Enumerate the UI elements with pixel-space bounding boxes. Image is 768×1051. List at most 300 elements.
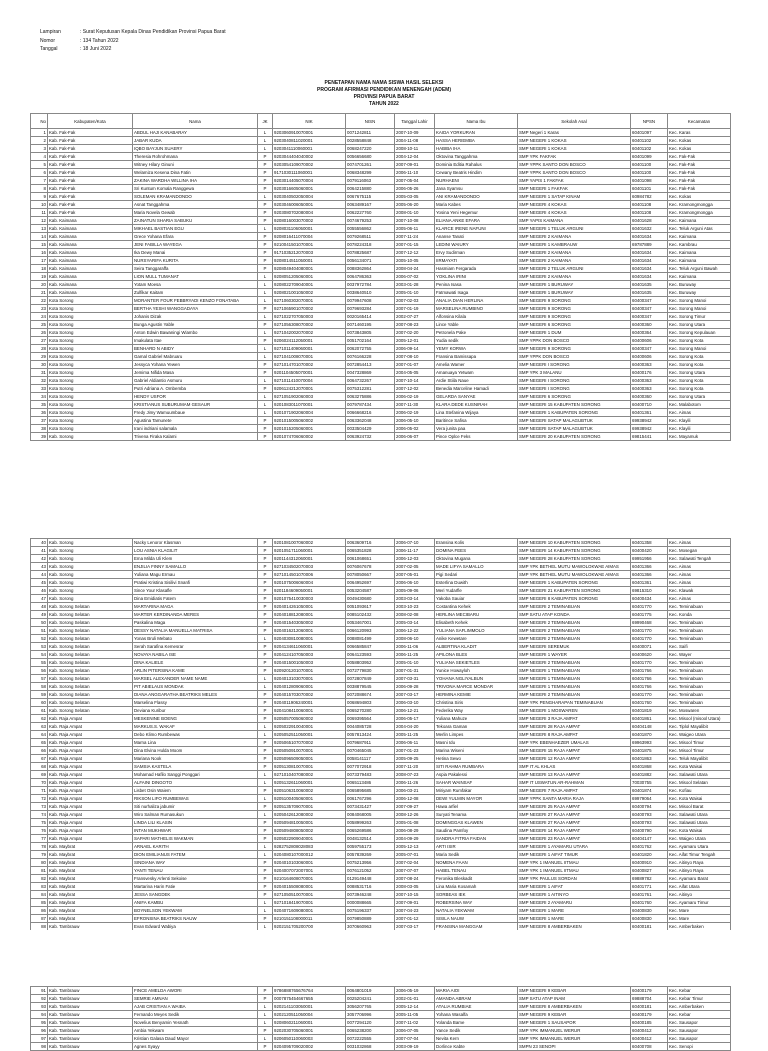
cell-no: 13 <box>31 225 48 233</box>
cell-sekolah-asal: SMP NEGERI 14 RAJA AMPAT <box>518 827 631 835</box>
cell-nama-ibu: Penina Isasa <box>435 281 518 289</box>
cell-kabupaten: Kab. Sorong Selatan <box>48 667 133 675</box>
cell-jk: P <box>258 177 273 185</box>
cell-sekolah-asal: SMP NEGERI 1 SAUSAPOR <box>518 1019 631 1027</box>
cell-kabupaten: Kab. Maybrat <box>48 859 133 867</box>
cell-jk: P <box>258 987 273 995</box>
cell-nisn: 0078825687 <box>346 249 395 257</box>
cell-nik: 9206124212070001 <box>273 385 346 393</box>
cell-nik: 9208021001050002 <box>273 289 346 297</box>
cell-npsn: 60401770 <box>631 603 668 611</box>
cell-kabupaten: Kab. Raja Ampat <box>48 747 133 755</box>
cell-jk: P <box>258 433 273 441</box>
cell-kecamatan: Kec. Waigeo Utara <box>668 835 731 843</box>
cell-no: 27 <box>31 337 48 345</box>
cell-nik: 9210151108000011 <box>273 915 346 923</box>
document-page-3 <box>0 930 768 1049</box>
cell-nama-ibu: ANALIA DIAN HERLINA <box>435 297 518 305</box>
cell-kecamatan: Kec. Aimas <box>668 563 731 571</box>
table-row <box>31 619 731 627</box>
cell-kabupaten: Kota Sorong <box>48 409 133 417</box>
cell-nama-ibu: Amelia Wamer <box>435 361 518 369</box>
cell-no: 6 <box>31 169 48 177</box>
cell-kecamatan: Kec. Kokas <box>668 137 731 145</box>
cell-nama: ENJILIA FINNY SAMALLO <box>133 563 258 571</box>
cell-jk: P <box>258 547 273 555</box>
cell-npsn: 60400347 <box>631 313 668 321</box>
cell-jk: P <box>258 875 273 883</box>
cell-kabupaten: Kab. Raja Ampat <box>48 795 133 803</box>
cell-tanggal-lahir: 2006-11-17 <box>395 547 435 555</box>
cell-jk: L <box>258 907 273 915</box>
cell-nisn: 0044085728 <box>346 723 395 731</box>
cell-kecamatan: Kec. Kota Waisai <box>668 827 731 835</box>
table-row <box>31 683 731 691</box>
cell-sekolah-asal: SMP NEGERI 1 TELUK ARGUNI <box>518 225 631 233</box>
cell-kecamatan: Kec. Sorong Manoi <box>668 305 731 313</box>
cell-nik: 9171035212070003 <box>273 249 346 257</box>
column-header-nisn: NISN <box>346 114 395 129</box>
cell-npsn: 60401108 <box>631 201 668 209</box>
table-row <box>31 209 731 217</box>
cell-npsn: 69938942 <box>631 417 668 425</box>
cell-no: 42 <box>31 555 48 563</box>
cell-nik: 9208060211060001 <box>273 1019 346 1027</box>
table-row <box>31 305 731 313</box>
table-row <box>31 723 731 731</box>
column-header-nama: Nama <box>133 114 258 129</box>
cell-nama: Debo Klimo Rumbewas <box>133 731 258 739</box>
cell-nik: 9204071609080001 <box>273 907 346 915</box>
cell-nik: 9271042002070002 <box>273 329 346 337</box>
cell-nama: ARNAEL KARITH <box>133 843 258 851</box>
cell-nisn: 0073946248 <box>346 891 395 899</box>
table-row <box>31 811 731 819</box>
table-row <box>31 603 731 611</box>
cell-nisn: 0072779830 <box>346 667 395 675</box>
table-row <box>31 763 731 771</box>
cell-sekolah-asal: SMP YPPK SANTO DON BOSCO <box>518 161 631 169</box>
cell-tanggal-lahir: 2007-05-04 <box>395 177 435 185</box>
cell-nama-ibu: ANI KRAMANDONDO <box>435 193 518 201</box>
cell-tanggal-lahir: 2007-07-04 <box>395 1035 435 1043</box>
cell-nama: Irani indriani salamala <box>133 425 258 433</box>
cell-no: 88 <box>31 923 48 931</box>
cell-nik: 9202030705060001 <box>273 1027 346 1035</box>
cell-npsn: 60400181 <box>631 1003 668 1011</box>
cell-kabupaten: Kota Sorong <box>48 385 133 393</box>
cell-no: 43 <box>31 563 48 571</box>
cell-nisn: 0000088665 <box>346 899 395 907</box>
cell-kabupaten: Kab. Kaimana <box>48 257 133 265</box>
cell-kecamatan: Kec. Teminabuan <box>668 683 731 691</box>
cell-no: 52 <box>31 635 48 643</box>
cell-nama: Yonas Bruli Mebato <box>133 635 258 643</box>
cell-nisn: 0077072918 <box>346 763 395 771</box>
cell-sekolah-asal: SMP YPK FAKFAK <box>518 153 631 161</box>
cell-nama-ibu: Masni Idu <box>435 739 518 747</box>
cell-nik: 9201015205060001 <box>273 425 346 433</box>
cell-jk: L <box>258 923 273 931</box>
cell-no: 92 <box>31 995 48 1003</box>
cell-nik: 9210041501070001 <box>273 241 346 249</box>
cell-npsn: 60400827 <box>631 867 668 875</box>
cell-nama: ZAINATUN SHARIA SABUKU <box>133 217 258 225</box>
cell-tanggal-lahir: 2006-02-19 <box>395 409 435 417</box>
cell-npsn: 60400620 <box>631 651 668 659</box>
cell-kecamatan: Kec. Sausapor <box>668 1035 731 1043</box>
cell-tanggal-lahir: 2004-11-08 <box>395 137 435 145</box>
cell-nama: Marna Lina <box>133 739 258 747</box>
cell-tanggal-lahir: 2006-07-10 <box>395 539 435 547</box>
table-row <box>31 225 731 233</box>
table-header-row <box>31 114 731 129</box>
cell-kabupaten: Kota Sorong <box>48 401 133 409</box>
cell-kecamatan: Kec. Kebar <box>668 1011 731 1019</box>
cell-nik: 9201074706060002 <box>273 433 346 441</box>
cell-kecamatan: Kec. Misool (misool Utara) <box>668 715 731 723</box>
table-row <box>31 401 731 409</box>
cell-kecamatan: Kec. Misool Barat <box>668 803 731 811</box>
cell-nama-ibu: AMANDA ABRAM <box>435 995 518 1003</box>
cell-tanggal-lahir: 2005-12-01 <box>395 337 435 345</box>
cell-nama: BOYNELSON YEKWAM <box>133 907 258 915</box>
cell-sekolah-asal: SMP NEGERI 2 KAIMANA <box>518 273 631 281</box>
cell-no: 53 <box>31 643 48 651</box>
cell-kabupaten: Kab. Tambrauw <box>48 995 133 1003</box>
cell-npsn: 60401102 <box>631 145 668 153</box>
cell-sekolah-asal: SMP YPK BETHEL MUTU MAWOLOKWAE AIMAS <box>518 571 631 579</box>
cell-nik: 9201081007060002 <box>273 539 346 547</box>
cell-nisn: 0074679253 <box>346 217 395 225</box>
cell-nama: MARTARINA MAGA <box>133 603 258 611</box>
cell-sekolah-asal: SMP NEGERI 8 AMBERBAKEN <box>518 1003 631 1011</box>
cell-jk: L <box>258 675 273 683</box>
cell-nama: MARTER KERDINANDA MERES <box>133 611 258 619</box>
cell-sekolah-asal: SMP NEGERI 1 AITINYO <box>518 891 631 899</box>
cell-npsn: 60401761 <box>631 891 668 899</box>
cell-no: 91 <box>31 987 48 995</box>
cell-nama-ibu: Ardie Stiila Naue <box>435 377 518 385</box>
cell-npsn: 60401760 <box>631 699 668 707</box>
cell-nama: Kristian Galasa Daud Mayor <box>133 1035 258 1043</box>
cell-kecamatan: Kec. Teluk Arguni Atas <box>668 225 731 233</box>
table-row <box>31 185 731 193</box>
cell-jk: P <box>258 859 273 867</box>
cell-no: 33 <box>31 385 48 393</box>
cell-npsn: 60401861 <box>631 715 668 723</box>
student-table-page-1 <box>30 113 731 441</box>
column-header-jk: JK <box>258 114 273 129</box>
cell-nik: 9271018419070001 <box>273 899 346 907</box>
cell-jk: P <box>258 915 273 923</box>
cell-no: 83 <box>31 883 48 891</box>
cell-kabupaten: Kab. Maybrat <box>48 899 133 907</box>
cell-jk: L <box>258 635 273 643</box>
cell-kecamatan: Kec. Sorong Kota <box>668 361 731 369</box>
table-row <box>31 177 731 185</box>
cell-nik: 0007875454667655 <box>273 995 346 1003</box>
cell-nisn: 0071242811 <box>346 129 395 137</box>
cell-kabupaten: Kab. Raja Ampat <box>48 739 133 747</box>
cell-kabupaten: Kota Sorong <box>48 321 133 329</box>
cell-nama-ibu: Yance Sedik <box>435 1027 518 1035</box>
cell-jk: L <box>258 329 273 337</box>
cell-nama: Agustina Tamunete <box>133 417 258 425</box>
cell-nik: 9203016605060001 <box>273 185 346 193</box>
table-row <box>31 787 731 795</box>
cell-nik: 9271011409060001 <box>273 345 346 353</box>
cell-jk: P <box>258 555 273 563</box>
cell-kabupaten: Kota Sorong <box>48 337 133 345</box>
cell-npsn: 60401100 <box>631 161 668 169</box>
cell-nik: 9203014405070004 <box>273 177 346 185</box>
cell-npsn: 60401634 <box>631 265 668 273</box>
table-row <box>31 273 731 281</box>
cell-sekolah-asal: SMP NEGERI 1 KOKAS <box>518 137 631 145</box>
cell-sekolah-asal: SMP NEGERI 2 TEMINABUAN <box>518 635 631 643</box>
cell-jk: P <box>258 201 273 209</box>
cell-sekolah-asal: SMP NEGERI 9 SORONG <box>518 297 631 305</box>
cell-nama-ibu: Baritince Safisa <box>435 417 518 425</box>
cell-sekolah-asal: SMP NEGERI 1 FAKFAK <box>518 185 631 193</box>
lampiran-label: Lampiran <box>40 29 61 35</box>
cell-no: 70 <box>31 779 48 787</box>
cell-kabupaten: Kota Sorong <box>48 329 133 337</box>
cell-sekolah-asal: SMP NEGERI 2 TEMINABUAN <box>518 691 631 699</box>
cell-npsn: 60400181 <box>631 923 668 931</box>
cell-sekolah-asal: SMP YPK EBENHAEZER UMALAS <box>518 739 631 747</box>
cell-tanggal-lahir: 2007-11-24 <box>395 233 435 241</box>
cell-kecamatan: Kec. Kebar <box>668 987 731 995</box>
cell-nik: 9202120511050004 <box>273 1011 346 1019</box>
cell-nama: SINDIANA WAY <box>133 859 258 867</box>
cell-tanggal-lahir: 2006-12-22 <box>395 627 435 635</box>
cell-kecamatan: Kec. Teminabuan <box>668 627 731 635</box>
table-row <box>31 635 731 643</box>
cell-nama-ibu: Elisabeth Kehek <box>435 619 518 627</box>
table-row <box>31 875 731 883</box>
cell-no: 59 <box>31 691 48 699</box>
cell-sekolah-asal: SMP NEGERI 15 KABUPATEN SORONG <box>518 401 631 409</box>
cell-sekolah-asal: SMP NEGERI 9 SORONG <box>518 305 631 313</box>
cell-kabupaten: Kab. Fak-Fak <box>48 137 133 145</box>
cell-no: 22 <box>31 297 48 305</box>
cell-npsn: 60401101 <box>631 185 668 193</box>
cell-tanggal-lahir: 2007-09-01 <box>395 161 435 169</box>
cell-jk: P <box>258 611 273 619</box>
cell-nama-ibu: YULIANA SEKIETLES <box>435 659 518 667</box>
cell-nama-ibu: HERLINA MECIBARU <box>435 611 518 619</box>
cell-nisn: 3070660963 <box>346 923 395 931</box>
cell-nik: 9202141103050001 <box>273 1003 346 1011</box>
cell-npsn: 69979064 <box>631 795 668 803</box>
cell-tanggal-lahir: 2005-07-01 <box>395 851 435 859</box>
table-row <box>31 739 731 747</box>
cell-kabupaten: Kab. Sorong Selatan <box>48 699 133 707</box>
table-row <box>31 313 731 321</box>
cell-no: 87 <box>31 915 48 923</box>
cell-nama-ibu: Suryati Tenama <box>435 811 518 819</box>
cell-npsn: 60401361 <box>631 579 668 587</box>
cell-sekolah-asal: SMP NEGERI 27 RAJA AMPAT <box>518 811 631 819</box>
cell-npsn: 60400910 <box>631 859 668 867</box>
cell-kabupaten: Kab. Tambrauw <box>48 923 133 931</box>
cell-tanggal-lahir: 2005-01-10 <box>395 659 435 667</box>
cell-nik: 9209201201070001 <box>273 667 346 675</box>
cell-sekolah-asal: SMP NEGERI 6 SORONG <box>518 393 631 401</box>
cell-no: 30 <box>31 361 48 369</box>
cell-no: 79 <box>31 851 48 859</box>
cell-nisn: 0064123593 <box>346 651 395 659</box>
cell-nama-ibu: Nevita Kern <box>435 1035 518 1043</box>
cell-nama: Agnes Syayy <box>133 1043 258 1051</box>
cell-nik: 9206050110060003 <box>273 1035 346 1043</box>
cell-tanggal-lahir: 2007-09-27 <box>395 803 435 811</box>
cell-kecamatan: Kec. Sorong Kota <box>668 353 731 361</box>
cell-jk: P <box>258 627 273 635</box>
table-row <box>31 361 731 369</box>
cell-kabupaten: Kab. Kaimana <box>48 249 133 257</box>
cell-nisn: 0058803952 <box>346 659 395 667</box>
cell-kecamatan: Kec. Sorong Manoi <box>668 297 731 305</box>
cell-nisn: 0079116063 <box>346 177 395 185</box>
cell-kabupaten: Kab. Raja Ampat <box>48 723 133 731</box>
cell-sekolah-asal: SMP NEGERI 1 SATAP KINAM <box>518 193 631 201</box>
cell-npsn: 60400360 <box>631 393 668 401</box>
cell-sekolah-asal: SMP NEGERI 2 TELUK ARGUNI <box>518 265 631 273</box>
cell-jk: P <box>258 755 273 763</box>
table-row <box>31 859 731 867</box>
cell-nik: 9201075006060004 <box>273 579 346 587</box>
cell-kabupaten: Kab. Fak-Fak <box>48 169 133 177</box>
cell-nama: MARSEL ALEXANDER NAME NAME <box>133 675 258 683</box>
cell-nisn: 0065269586 <box>346 827 395 835</box>
column-header-kecamatan: Kecamatan <box>668 114 731 129</box>
cell-tanggal-lahir: 2006-06-07 <box>395 433 435 441</box>
cell-nisn: 0079693284 <box>346 305 395 313</box>
cell-tanggal-lahir: 2006-05-02 <box>395 425 435 433</box>
cell-jk: P <box>258 587 273 595</box>
cell-tanggal-lahir: 2006-02-19 <box>395 393 435 401</box>
cell-no: 69 <box>31 771 48 779</box>
cell-nama-ibu: SISILA NAUW <box>435 915 518 923</box>
cell-nisn: 0065895685 <box>346 787 395 795</box>
cell-tanggal-lahir: 2006-07-05 <box>395 1027 435 1035</box>
cell-kabupaten: Kab. Sorong <box>48 555 133 563</box>
cell-npsn: 69888704 <box>631 995 668 1003</box>
cell-no: 18 <box>31 265 48 273</box>
cell-kecamatan: Kec. Amberbaken <box>668 1003 731 1011</box>
cell-no: 73 <box>31 803 48 811</box>
table-row <box>31 1027 731 1035</box>
cell-tanggal-lahir: 2007-03-31 <box>395 675 435 683</box>
cell-kabupaten: Kota Sorong <box>48 369 133 377</box>
cell-nik: 9204011906240001 <box>273 699 346 707</box>
cell-no: 3 <box>31 145 48 153</box>
cell-nik: 9205022909040001 <box>273 835 346 843</box>
cell-sekolah-asal: SMP NEGERI SATAP MALAGUBTUK <box>518 417 631 425</box>
cell-nama: Novelius Benyamin Yesnath <box>133 1019 258 1027</box>
cell-kabupaten: Kab. Raja Ampat <box>48 771 133 779</box>
cell-tanggal-lahir: 2003-09-19 <box>395 1043 435 1051</box>
table-row <box>31 321 731 329</box>
column-header-sekolah-asal: Sekolah Asal <box>518 114 631 129</box>
cell-kabupaten: Kota Sorong <box>48 313 133 321</box>
cell-nisn: 0068348299 <box>346 169 395 177</box>
cell-nik: 9271011410070004 <box>273 377 346 385</box>
cell-nik: 9204108410060001 <box>273 707 346 715</box>
cell-no: 84 <box>31 891 48 899</box>
cell-tanggal-lahir: 2007-07-07 <box>395 867 435 875</box>
cell-nama-ibu: Cewany Beatris Hindim <box>435 169 518 177</box>
cell-kecamatan: Kec. Salawati Utara <box>668 771 731 779</box>
table-row <box>31 851 731 859</box>
cell-tanggal-lahir: 2006-11-10 <box>395 169 435 177</box>
table-row <box>31 329 731 337</box>
cell-jk: P <box>258 257 273 265</box>
cell-sekolah-asal: SMP Negeri 1 Karas <box>518 129 631 137</box>
cell-kabupaten: Kota Sorong <box>48 361 133 369</box>
cell-sekolah-asal: SMP NEGERI 9 SORONG <box>518 345 631 353</box>
cell-jk: L <box>258 731 273 739</box>
cell-sekolah-asal: SMP NEGERI 1 KABUPATEN SORONG <box>518 579 631 587</box>
cell-jk: P <box>258 337 273 345</box>
cell-npsn: 60401762 <box>631 843 668 851</box>
cell-nama-ibu: Merlin Limpes <box>435 731 518 739</box>
cell-kabupaten: Kab. Raja Ampat <box>48 715 133 723</box>
cell-no: 9 <box>31 193 48 201</box>
cell-nama: Nacky Lenoror Klasman <box>133 539 258 547</box>
cell-npsn: 60401868 <box>631 763 668 771</box>
cell-nama: SAMSIA KASTELA <box>133 763 258 771</box>
cell-no: 21 <box>31 289 48 297</box>
cell-nisn: 0049430680 <box>346 595 395 603</box>
cell-tanggal-lahir: 2006-03-10 <box>395 699 435 707</box>
cell-kecamatan: Kec. Sorong Kota <box>668 385 731 393</box>
cell-kecamatan: Kec. Ayamaru Timur <box>668 899 731 907</box>
cell-no: 25 <box>31 321 48 329</box>
cell-nama-ibu: Amanuaya Yetwam <box>435 369 518 377</box>
cell-tanggal-lahir: 2007-10-14 <box>395 377 435 385</box>
cell-nik: 9205096509050001 <box>273 755 346 763</box>
cell-kecamatan: Kec. Sorong Kota <box>668 377 731 385</box>
cell-nama: LINDA LILI KLASIN <box>133 819 258 827</box>
cell-nisn: 0058141117 <box>346 755 395 763</box>
cell-jk: P <box>258 891 273 899</box>
table-row <box>31 883 731 891</box>
cell-jk: P <box>258 763 273 771</box>
cell-no: 5 <box>31 161 48 169</box>
cell-nisn: 0072088674 <box>346 691 395 699</box>
cell-no: 7 <box>31 177 48 185</box>
cell-jk: P <box>258 747 273 755</box>
cell-no: 65 <box>31 739 48 747</box>
cell-tanggal-lahir: 2007-05-01 <box>395 571 435 579</box>
table-row <box>31 1011 731 1019</box>
cell-npsn: 60400347 <box>631 297 668 305</box>
cell-kecamatan: Kec. Karas <box>668 129 731 137</box>
cell-npsn: 60401863 <box>631 755 668 763</box>
cell-nisn: 0053204587 <box>346 587 395 595</box>
cell-no: 17 <box>31 257 48 265</box>
cell-npsn: 60400364 <box>631 329 668 337</box>
cell-no: 40 <box>31 539 48 547</box>
cell-no: 20 <box>31 281 48 289</box>
cell-sekolah-asal: SMP NEGERI SATAP MALAGUBTUK <box>518 425 631 433</box>
cell-nik: 9208051205060001 <box>273 273 346 281</box>
cell-sekolah-asal: SMP NEGERI 1 KABUPATEN SORONG <box>518 409 631 417</box>
